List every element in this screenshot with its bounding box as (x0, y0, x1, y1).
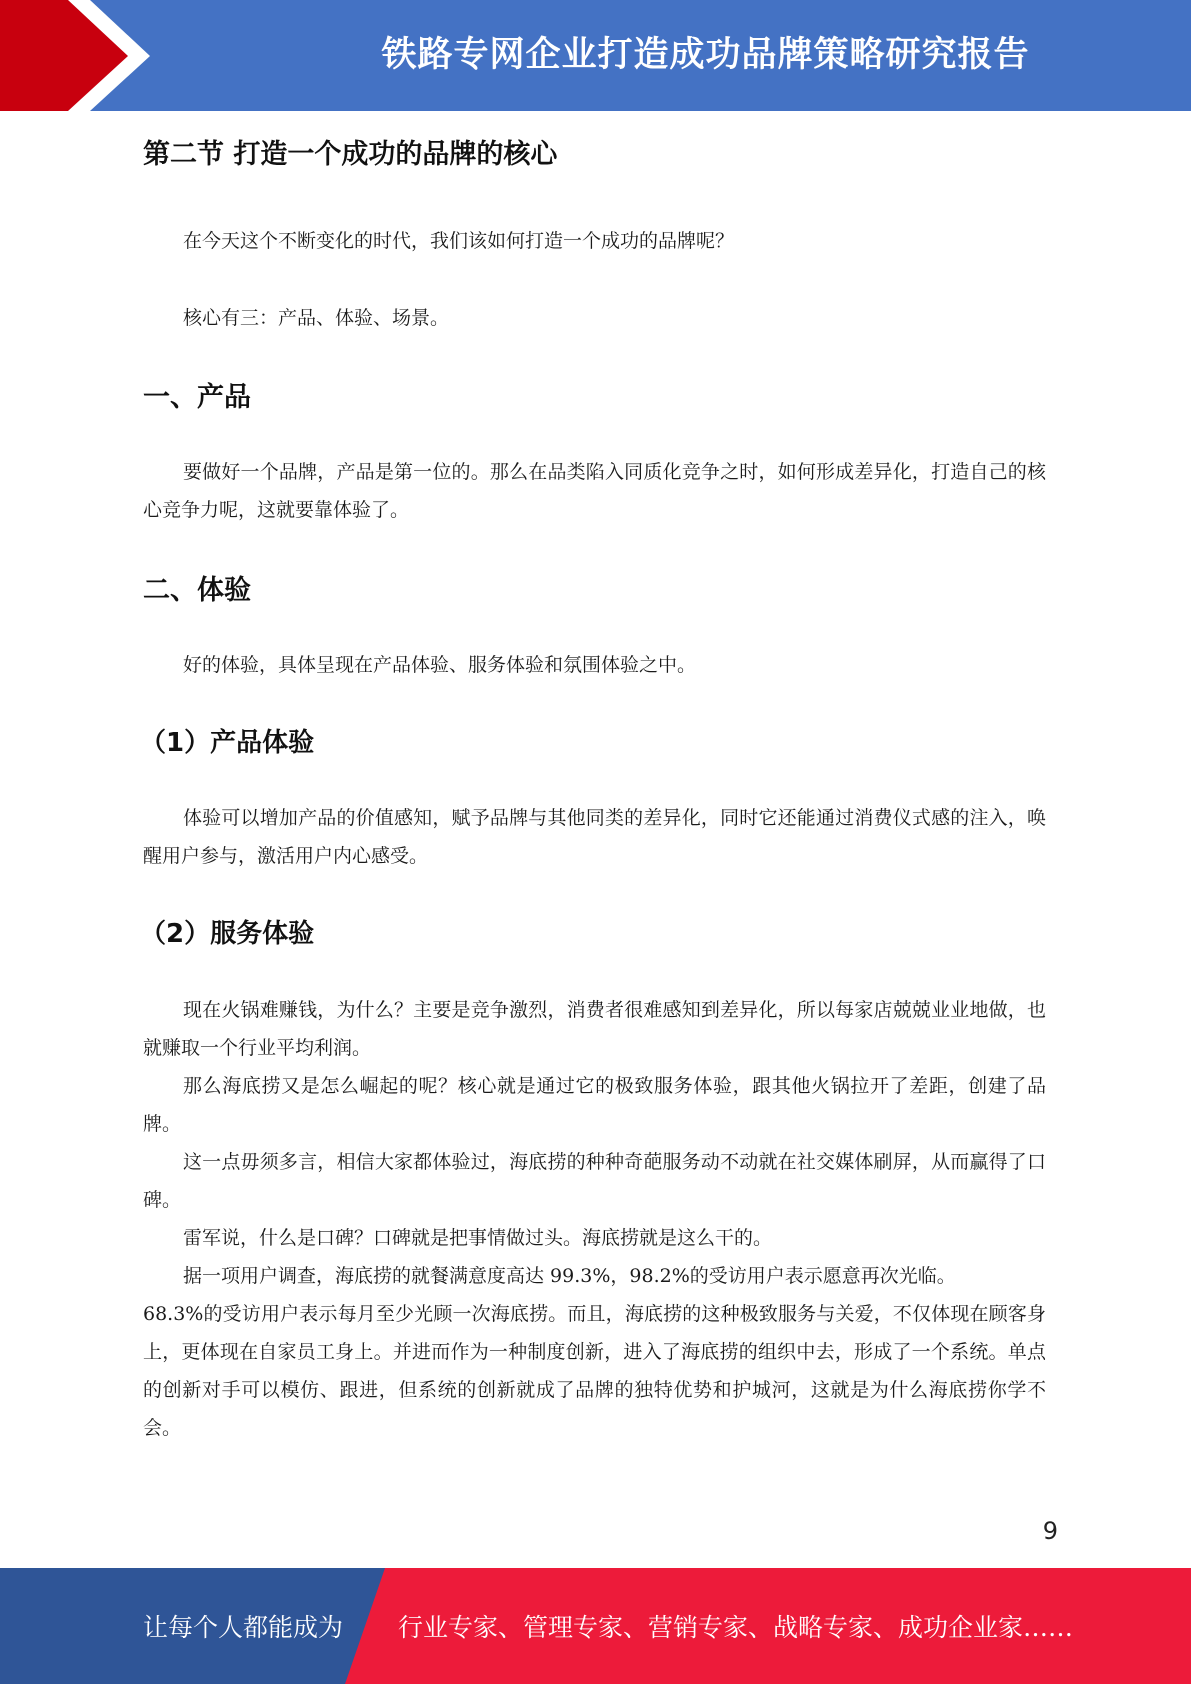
experience-paragraph: 好的体验，具体呈现在产品体验、服务体验和氛围体验之中。 (183, 654, 697, 676)
service-paragraph-5: 据一项用户调查，海底捞的就餐满意度高达 99.3%，98.2%的受访用户表示愿意再次光临。 (183, 1265, 956, 1287)
intro-paragraph-1: 在今天这个不断变化的时代，我们该如何打造一个成功的品牌呢？ (183, 230, 735, 252)
service-paragraph-6: 68.3%的受访用户表示每月至少光顾一次海底捞。而且，海底捞的这种极致服务与关爱，不仅体现在顾客身上，更体现在自家员工身上。并进而作为一种制度创新，进入了海底捞的组织中去，形成了一个系统。单点的创新对手可以模仿、跟进，但系统的创新就成了品牌的独特优势和护城河，这就是为什么海底捞你学不会。 (143, 1303, 1046, 1439)
heading-experience: 二、体验 (143, 575, 251, 606)
footer-slogan-right: 行业专家、管理专家、营销专家、战略专家、成功企业家…… (398, 1613, 1074, 1642)
footer-slogan-left: 让每个人都能成为 (143, 1613, 344, 1642)
intro-paragraph-2: 核心有三：产品、体验、场景。 (183, 307, 450, 329)
service-paragraph-3: 这一点毋须多言，相信大家都体验过，海底捞的种种奇葩服务动不动就在社交媒体刷屏，从而赢得了口碑。 (143, 1151, 1046, 1211)
product-experience-paragraph: 体验可以增加产品的价值感知，赋予品牌与其他同类的差异化，同时它还能通过消费仪式感的注入，唤醒用户参与，激活用户内心感受。 (143, 807, 1046, 867)
service-paragraph-1: 现在火锅难赚钱，为什么？主要是竞争激烈，消费者很难感知到差异化，所以每家店兢兢业业地做，也就赚取一个行业平均利润。 (143, 999, 1046, 1059)
service-paragraph-2: 那么海底捞又是怎么崛起的呢？核心就是通过它的极致服务体验，跟其他火锅拉开了差距，创建了品牌。 (143, 1075, 1046, 1135)
page-header (0, 0, 1191, 111)
product-paragraph: 要做好一个品牌，产品是第一位的。那么在品类陷入同质化竞争之时，如何形成差异化，打造自己的核心竞争力呢，这就要靠体验了。 (143, 461, 1046, 521)
report-title: 铁路专网企业打造成功品牌策略研究报告 (381, 35, 1030, 75)
heading-product: 一、产品 (143, 382, 251, 413)
heading-product-experience: （1）产品体验 (140, 728, 315, 758)
page-number: 9 (1042, 1517, 1058, 1545)
section-title: 第二节 打造一个成功的品牌的核心 (143, 139, 558, 170)
heading-service-experience: （2）服务体验 (140, 919, 315, 949)
page-footer (0, 1568, 1191, 1684)
service-paragraph-4: 雷军说，什么是口碑？口碑就是把事情做过头。海底捞就是这么干的。 (183, 1227, 773, 1249)
